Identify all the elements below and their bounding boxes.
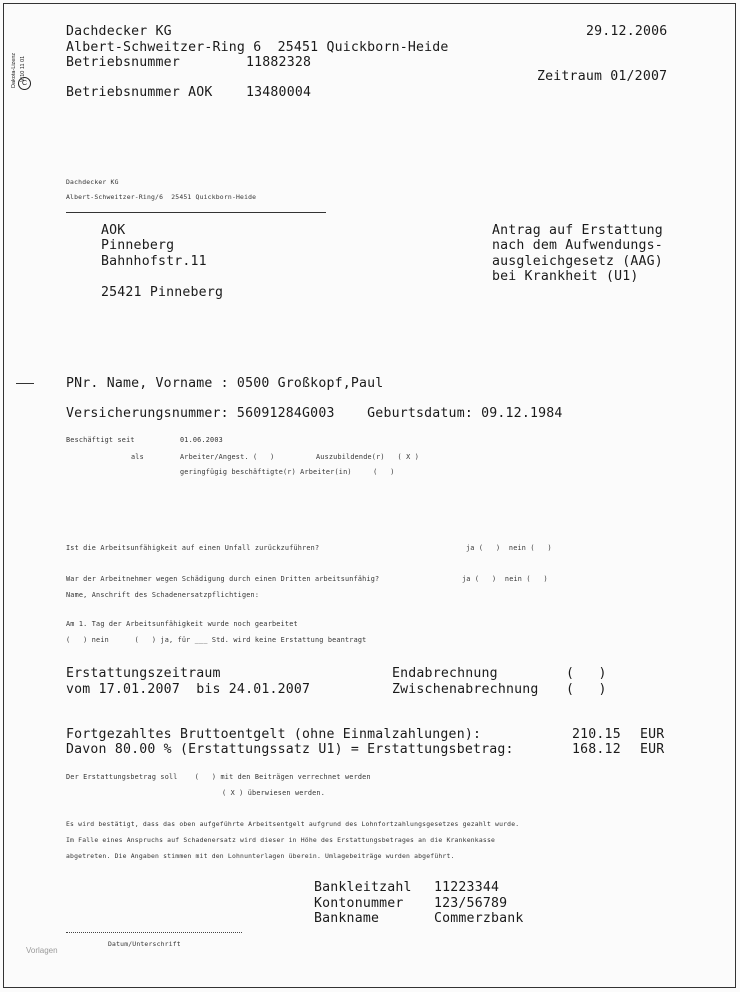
final-settlement-label: Endabrechnung — [392, 666, 498, 681]
confirmation-line2: Im Falle eines Anspruchs auf Schadenersatz wird dieser in Höhe des Erstattungsbetrages an die Krankenkasse — [66, 836, 496, 844]
employment-since-value: 01.06.2003 — [180, 436, 223, 444]
gross-currency: EUR — [640, 727, 665, 742]
employee-name-line: PNr. Name, Vorname : 0500 Großkopf,Paul — [66, 376, 384, 391]
employment-als-label: als — [131, 453, 144, 461]
bank-konto-label: Kontonummer — [314, 896, 404, 911]
question-dritter-answer: ja ( ) nein ( ) — [462, 575, 548, 583]
question-unfall: Ist die Arbeitsunfähigkeit auf einen Unfall zurückzuführen? — [66, 544, 320, 552]
employee-insurance-line: Versicherungsnummer: 56091284G003 Geburtsdatum: 09.12.1984 — [66, 406, 563, 421]
betriebsnummer-value: 11882328 — [246, 55, 312, 70]
watermark-text: Vorlagen — [26, 946, 58, 955]
employment-arbeiter: Arbeiter/Angest. ( ) — [180, 453, 275, 461]
rate-currency: EUR — [640, 742, 665, 757]
title-line1: Antrag auf Erstattung — [492, 223, 663, 238]
title-line3: ausgleichgesetz (AAG) — [492, 254, 663, 269]
question-dritter: War der Arbeitnehmer wegen Schädigung durch einen Dritten arbeitsunfähig? — [66, 575, 380, 583]
question-first-day-answer: ( ) nein ( ) ja, für ___ Std. wird keine Erstattung beantragt — [66, 636, 367, 644]
rate-label: Davon 80.00 % (Erstattungssatz U1) = Erstattungsbetrag: — [66, 742, 514, 757]
question-dritter-sub: Name, Anschrift des Schadenersatzpflichtigen: — [66, 591, 260, 599]
recipient-name: AOK — [101, 223, 126, 238]
title-line2: nach dem Aufwendungs- — [492, 238, 663, 253]
bank-name-label: Bankname — [314, 911, 380, 926]
recipient-city: Pinneberg — [101, 238, 175, 253]
settlement-line1: Der Erstattungsbetrag soll ( ) mit den Beiträgen verrechnet werden — [66, 773, 371, 781]
signature-label: Datum/Unterschrift — [108, 940, 181, 948]
gross-label: Fortgezahltes Bruttoentgelt (ohne Einmalzahlungen): — [66, 727, 482, 742]
bank-name-value: Commerzbank — [434, 911, 524, 926]
sender-address: Albert-Schweitzer-Ring/6 25451 Quickborn-Heide — [66, 193, 257, 201]
employment-since-label: Beschäftigt seit — [66, 436, 135, 444]
settlement-line2: ( X ) überwiesen werden. — [222, 789, 326, 797]
rate-value: 168.12 — [572, 742, 621, 757]
bank-konto-value: 123/56789 — [434, 896, 508, 911]
sender-divider — [66, 212, 326, 213]
confirmation-line1: Es wird bestätigt, dass das oben aufgeführte Arbeitsentgelt aufgrund des Lohnfortzahlungsgesetzes gezahlt wurde. — [66, 820, 520, 828]
betriebsnummer-aok-value: 13480004 — [246, 85, 312, 100]
document-date: 29.12.2006 — [586, 24, 668, 39]
sender-company: Dachdecker KG — [66, 178, 119, 186]
interim-settlement-box: ( ) — [566, 682, 607, 697]
period-label: Erstattungszeitraum — [66, 666, 221, 681]
question-unfall-answer: ja ( ) nein ( ) — [466, 544, 552, 552]
confirmation-line3: abgetreten. Die Angaben stimmen mit den Lohnunterlagen überein. Umlagebeiträge wurden abgeführt. — [66, 852, 455, 860]
question-first-day: Am 1. Tag der Arbeitsunfähigkeit wurde noch gearbeitet — [66, 620, 298, 628]
employment-gering: geringfügig beschäftigte(r) Arbeiter(in) ( ) — [180, 468, 395, 476]
betriebsnummer-aok-label: Betriebsnummer AOK — [66, 85, 213, 100]
signature-line — [66, 932, 242, 933]
betriebsnummer-label: Betriebsnummer — [66, 55, 180, 70]
company-address: Albert-Schweitzer-Ring 6 25451 Quickborn-Heide — [66, 40, 449, 55]
recipient-zip-city: 25421 Pinneberg — [101, 285, 224, 300]
interim-settlement-label: Zwischenabrechnung — [392, 682, 539, 697]
recipient-street: Bahnhofstr.11 — [101, 254, 207, 269]
final-settlement-box: ( ) — [566, 666, 607, 681]
side-print-line2: V/10 11 01 — [20, 55, 26, 82]
period-range: vom 17.01.2007 bis 24.01.2007 — [66, 682, 311, 697]
title-line4: bei Krankheit (U1) — [492, 269, 639, 284]
copyright-circle: C — [18, 77, 31, 90]
bank-blz-label: Bankleitzahl — [314, 880, 412, 895]
bank-blz-value: 11223344 — [434, 880, 500, 895]
company-name: Dachdecker KG — [66, 24, 172, 39]
fold-mark — [16, 383, 34, 384]
gross-value: 210.15 — [572, 727, 621, 742]
zeitraum: Zeitraum 01/2007 — [537, 69, 668, 84]
employment-auszubildende: Auszubildende(r) ( X ) — [316, 453, 420, 461]
side-print-line1: Dakota-Lizenz — [11, 52, 17, 88]
